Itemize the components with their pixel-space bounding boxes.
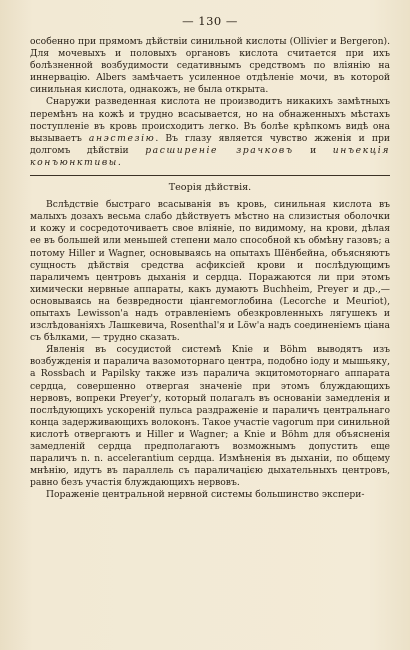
document-body — [30, 36, 390, 501]
emphasised-term: расширеніе зрачковъ — [145, 144, 294, 156]
paragraph-theory-2: Явленія въ сосудистой системѣ Knie и Böhm выводятъ изъ возбужденія и паралича вазомоторнаго центра, подобно іоду и мышьяку, а Rossbach и Papilsky также изъ паралича экцитомоторнаго аппарата сердца, совершенно отвергая значеніе при этомъ блуждающихъ нервовъ, вопреки Preyer'у, который полагалъ въ основаніи замедленія и послѣдующихъ ускореній пульса раздраженіе и параличъ центральнаго конца задерживающихъ волоконъ. Такое участіе vagorum при синильной кислотѣ отвергаютъ и Hiller и Wagner; а Knie и Böhm для объясненія замедленій сердца предполагаютъ возможнымъ допустить еще параличъ n. n. accelerantium сердца. Измѣненія въ дыханіи, по общему мнѣнію, идутъ въ параллель съ параличацією дыхательныхъ центровъ, равно безъ участія блуждающихъ нервовъ. — [30, 344, 390, 489]
paragraph-top-1: особенно при прямомъ дѣйствіи синильной кислоты (Ollivier и Bergeron). Для мочевыхъ и половыхъ органовъ кислота считается при ихъ болѣзненной возбудимости седативнымъ средствомъ по вліянію на иннервацію. Albers замѣчаетъ усиленное отдѣленіе мочи, въ которой синильная кислота, однакожъ, не была открыта. — [30, 36, 390, 96]
section-divider — [30, 175, 390, 176]
paragraph-top-2-text: Снаружи разведенная кислота не производитъ никакихъ замѣтныхъ перемѣнъ на кожѣ и трудно всасывается, но на обнаженныхъ мѣстахъ поступленіе въ кровь происходитъ легко. Въ болѣе крѣпкомъ видѣ она вызываетъ анэстезію. Въ глазу является чувство жженія и при долгомъ дѣйствіи расширеніе зрачковъ и инъекція конъюнктивы. — [30, 96, 390, 168]
emphasised-term: анэстезію — [88, 132, 156, 144]
paragraph-theory-1: Вслѣдствіе быстраго всасыванія въ кровь, синильная кислота въ малыхъ дозахъ весьма слабо дѣйствуетъ мѣстно на слизистыя оболочки и кожу и сосредоточиваетъ свое вліяніе, по видимому, на крови, дѣлая ее въ большей или меньшей степени мало способной къ обмѣну газовъ; а потому Hiller и Wagner, основываясь на опытахъ Шёнбейна, объясняютъ сущность дѣйствія средства асфиксіей крови и послѣдующимъ параличемъ центровъ дыханія и сердца. Поражаются ли при этомъ химически нервные аппараты, какъ думаютъ Buchheim, Preyer и др.,—основываясь на безвредности ціангемоглобина (Lecorche и Meuriot), опытахъ Lewisson'а надъ отравленіемъ обезкровленныхъ лягушекъ и изслѣдованіяхъ Лашкевича, Rosenthal'я и Löw'а надъ соединеніемъ ціана съ бѣлками, — трудно сказать. — [30, 199, 390, 344]
section-title: Теорія дѣйствія. — [168, 182, 252, 194]
emphasised-term: инъекція конъюнктивы — [30, 144, 390, 168]
paragraph-top-2 — [30, 96, 390, 169]
page-number: — 130 — — [182, 14, 238, 28]
paragraph-theory-3: Пораженіе центральной нервной системы большинство экспери- — [46, 489, 365, 501]
